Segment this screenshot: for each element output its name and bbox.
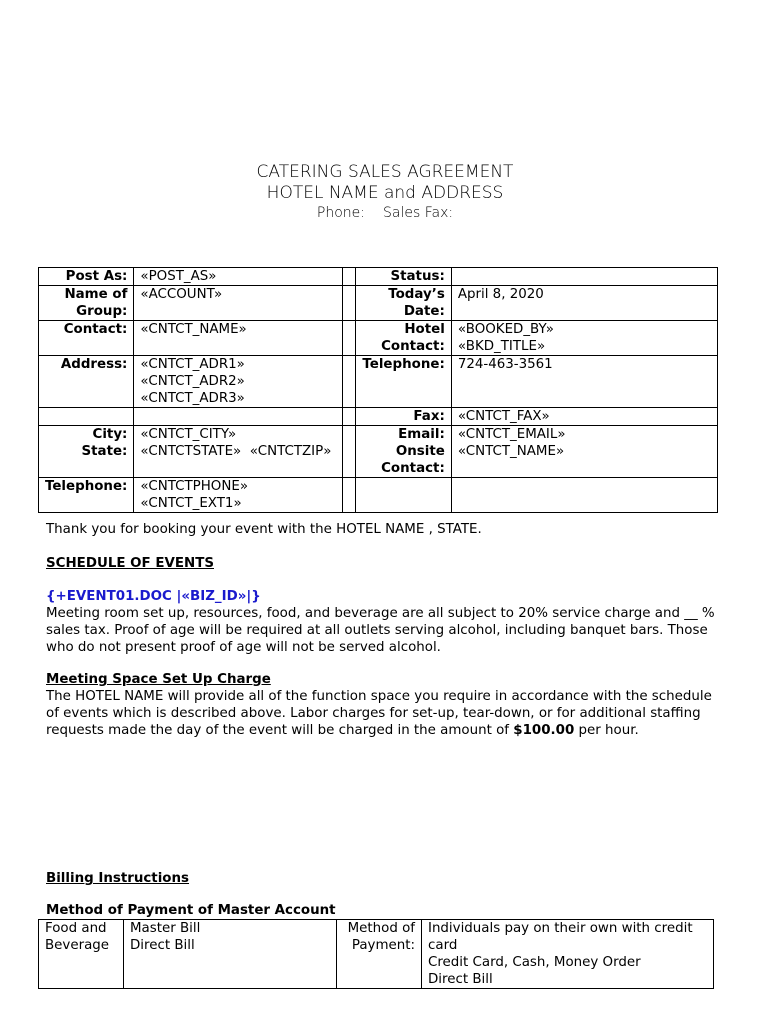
billing-heading: Billing Instructions (46, 871, 190, 886)
group-label: Name of Group: (39, 286, 134, 321)
hotel-contact-value (451, 321, 717, 356)
blank-cell (134, 338, 343, 356)
city-label: City: (39, 426, 134, 444)
date-value: April 8, 2020 (451, 286, 717, 321)
method-label: Method of Payment: (337, 920, 422, 989)
address-line-2: «CNTCT_ADR2» (140, 374, 245, 389)
setup-charge-heading: Meeting Space Set Up Charge (46, 672, 271, 687)
contact-line (0, 205, 770, 221)
spacer-cell (343, 286, 356, 321)
setup-amount: $100.00 (513, 723, 575, 738)
date-label: Today’s Date: (356, 286, 451, 321)
group-value: «ACCOUNT» (134, 286, 343, 321)
setup-tail: per hour. (578, 723, 639, 738)
telephone-line-2: «CNTCT_EXT1» (140, 496, 242, 511)
hotel-phone-label: Telephone: (356, 356, 451, 408)
email-value: «CNTCT_EMAIL» (451, 426, 717, 444)
billing-table (38, 919, 714, 989)
payment-option: Credit Card, Cash, Money Order (428, 955, 641, 970)
booked-title: «BKD_TITLE» (457, 339, 546, 354)
contact-label: Contact: (39, 321, 134, 339)
service-charge-text: Meeting room set up, resources, food, and beverage are all subject to 20% service charge and __ % sales tax. Proof of age will be required at all outlets serving alcohol, including banquet bars. Those who do not present proof of age will not be served alcohol. (46, 606, 715, 655)
schedule-heading: SCHEDULE OF EVENTS (46, 556, 214, 571)
blank-cell (356, 478, 451, 513)
fax-value: «CNTCT_FAX» (451, 408, 717, 426)
document-title: CATERING SALES AGREEMENT (256, 162, 514, 182)
master-bill: Master Bill (130, 921, 201, 936)
telephone-label: Telephone: (39, 478, 134, 513)
email-label: Email: (356, 426, 451, 444)
city-value: «CNTCT_CITY» (134, 426, 343, 444)
setup-text: The HOTEL NAME will provide all of the function space you require in accordance with the schedule of events which is described above. Labor charges for set-up, tear-down, or for additional staffing requests made the day of the event will be charged in the amount of (46, 689, 712, 738)
onsite-label: Onsite Contact: (356, 443, 451, 478)
address-line-3: «CNTCT_ADR3» (140, 391, 245, 406)
spacer-cell (343, 338, 356, 356)
state-value: «CNTCTSTATE» «CNTCTZIP» (134, 443, 343, 478)
address-line-1: «CNTCT_ADR1» (140, 357, 245, 372)
setup-charge-text (46, 688, 726, 739)
spacer-cell (343, 408, 356, 426)
thank-you-text: Thank you for booking your event with the HOTEL NAME , STATE. (46, 522, 482, 537)
payment-option: Individuals pay on their own with credit card (428, 921, 693, 953)
spacer-cell (343, 321, 356, 339)
event-merge-field: {+EVENT01.DOC |«BIZ_ID»|} (46, 589, 261, 604)
state-label: State: (39, 443, 134, 478)
contact-value: «CNTCT_NAME» (134, 321, 343, 339)
hotel-name-address: HOTEL NAME and ADDRESS (266, 183, 504, 203)
post-as-value: «POST_AS» (134, 268, 343, 286)
account-info-table (38, 267, 718, 513)
status-value (451, 268, 717, 286)
method-heading: Method of Payment of Master Account (46, 903, 336, 918)
spacer-cell (343, 443, 356, 478)
booked-by: «BOOKED_BY» (457, 322, 554, 337)
bill-type (124, 920, 337, 989)
onsite-value: «CNTCT_NAME» (451, 443, 717, 478)
telephone-line-1: «CNTCTPHONE» (140, 479, 249, 494)
telephone-value (134, 478, 343, 513)
spacer-cell (343, 426, 356, 444)
blank-cell (134, 408, 343, 426)
address-value (134, 356, 343, 408)
payment-option: Direct Bill (428, 972, 493, 987)
spacer-cell (343, 268, 356, 286)
payment-options (422, 920, 714, 989)
post-as-label: Post As: (39, 268, 134, 286)
blank-cell (451, 478, 717, 513)
address-label: Address: (39, 356, 134, 408)
hotel-contact-label: Hotel Contact: (356, 321, 451, 356)
spacer-cell (343, 478, 356, 513)
sales-fax-label: Sales Fax: (383, 205, 454, 221)
phone-label: Phone: (316, 205, 366, 221)
fb-label: Food and Beverage (39, 920, 124, 989)
spacer-cell (343, 356, 356, 408)
fax-label: Fax: (356, 408, 451, 426)
blank-cell (39, 338, 134, 356)
hotel-phone-value: 724-463-3561 (451, 356, 717, 408)
direct-bill: Direct Bill (130, 938, 195, 953)
blank-cell (39, 408, 134, 426)
status-label: Status: (356, 268, 451, 286)
